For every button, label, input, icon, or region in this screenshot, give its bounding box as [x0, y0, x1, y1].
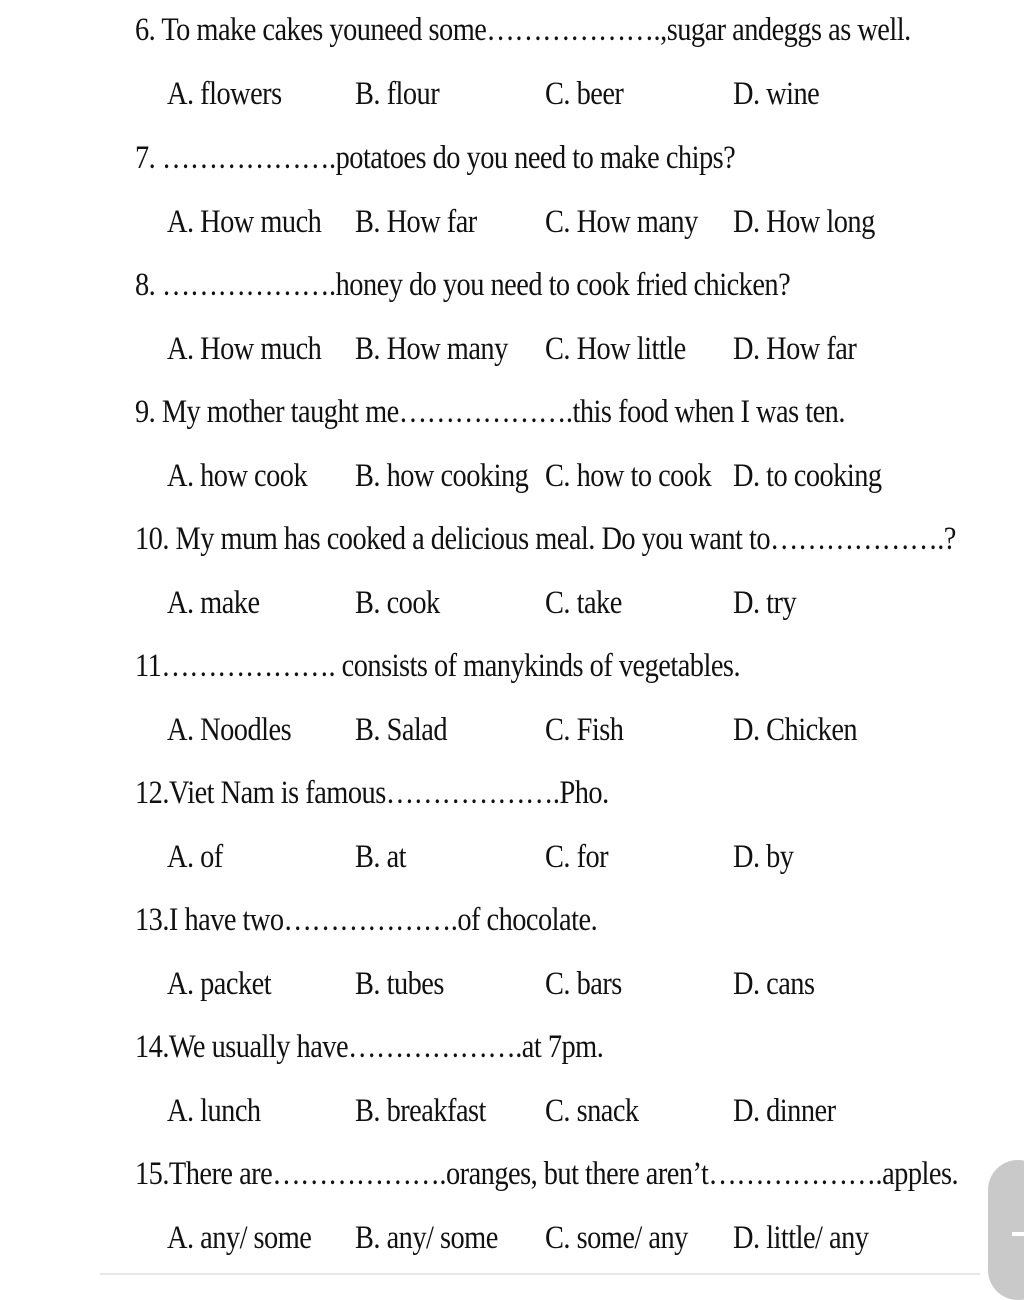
option-d: D. cans [733, 966, 815, 1002]
question-stem: 8. ……………….honey do you need to cook fried chicken? [135, 267, 791, 303]
option-c: C. Fish [545, 712, 624, 748]
question-15 [0, 1150, 1024, 1278]
question-9 [0, 388, 1024, 516]
question-stem: 14.We usually have……………….at 7pm. [135, 1029, 604, 1065]
option-a: A. any/ some [167, 1220, 312, 1256]
option-a: A. How much [167, 204, 322, 240]
option-c: C. How little [545, 331, 686, 367]
question-14 [0, 1023, 1024, 1151]
question-11 [0, 642, 1024, 770]
page-divider [100, 1273, 980, 1275]
option-b: B. How far [355, 204, 477, 240]
question-stem: 11………………. consists of manykinds of vegetables. [135, 648, 741, 684]
question-12 [0, 769, 1024, 897]
option-a: A. how cook [167, 458, 308, 494]
question-6 [0, 6, 1024, 134]
question-stem: 9. My mother taught me……………….this food when I was ten. [135, 394, 845, 430]
option-c: C. How many [545, 204, 698, 240]
question-13 [0, 896, 1024, 1024]
question-7 [0, 134, 1024, 262]
option-b: B. how cooking [355, 458, 529, 494]
option-b: B. flour [355, 76, 440, 112]
option-d: D. Chicken [733, 712, 858, 748]
option-a: A. Noodles [167, 712, 292, 748]
option-d: D. try [733, 585, 797, 621]
option-c: C. some/ any [545, 1220, 688, 1256]
option-c: C. for [545, 839, 609, 875]
question-10 [0, 515, 1024, 643]
option-b: B. tubes [355, 966, 444, 1002]
option-a: A. lunch [167, 1093, 261, 1129]
option-a: A. of [167, 839, 223, 875]
question-stem: 15.There are……………….oranges, but there aren’t……………….apples. [135, 1156, 959, 1192]
option-a: A. flowers [167, 76, 282, 112]
option-b: B. breakfast [355, 1093, 486, 1129]
option-d: D. wine [733, 76, 820, 112]
option-b: B. Salad [355, 712, 448, 748]
option-d: D. dinner [733, 1093, 836, 1129]
option-b: B. any/ some [355, 1220, 498, 1256]
option-a: A. make [167, 585, 260, 621]
option-c: C. bars [545, 966, 622, 1002]
scrollbar-thumb[interactable] [988, 1160, 1024, 1300]
option-c: C. how to cook [545, 458, 712, 494]
question-stem: 13.I have two……………….of chocolate. [135, 902, 598, 938]
option-d: D. to cooking [733, 458, 882, 494]
question-stem: 12.Viet Nam is famous……………….Pho. [135, 775, 609, 811]
option-c: C. snack [545, 1093, 639, 1129]
option-b: B. at [355, 839, 407, 875]
option-a: A. packet [167, 966, 272, 1002]
option-c: C. beer [545, 76, 624, 112]
question-stem: 7. ……………….potatoes do you need to make chips? [135, 140, 736, 176]
scroll-handle-icon [1012, 1232, 1024, 1236]
option-d: D. little/ any [733, 1220, 869, 1256]
option-b: B. cook [355, 585, 440, 621]
option-d: D. How long [733, 204, 875, 240]
question-stem: 6. To make cakes youneed some……………….,sugar andeggs as well. [135, 12, 911, 48]
question-8 [0, 261, 1024, 389]
option-b: B. How many [355, 331, 508, 367]
option-a: A. How much [167, 331, 322, 367]
option-d: D. How far [733, 331, 857, 367]
option-c: C. take [545, 585, 622, 621]
option-d: D. by [733, 839, 794, 875]
question-stem: 10. My mum has cooked a delicious meal. Do you want to……………….? [135, 521, 956, 557]
